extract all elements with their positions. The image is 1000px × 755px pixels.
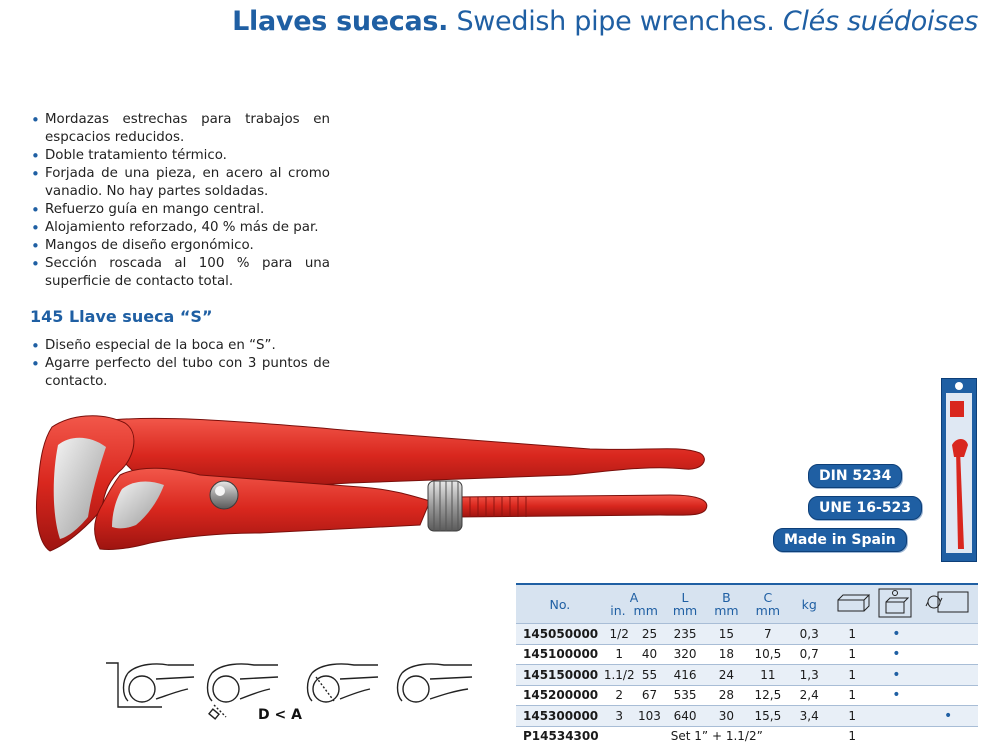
table-row xyxy=(516,685,978,706)
cell-a-in: 1 xyxy=(615,647,624,662)
col-header-a: A in. mm xyxy=(610,590,658,618)
cell-b: 30 xyxy=(718,708,735,723)
cell-kg: 0,7 xyxy=(799,647,819,662)
cell-a-mm: 55 xyxy=(641,667,658,682)
col-header-kg: kg xyxy=(801,596,817,612)
jaw-diagram-3-icon xyxy=(308,664,379,702)
cell-kg: 0,3 xyxy=(799,626,819,641)
cell-pack: • xyxy=(892,646,901,663)
title-en: Swedish pipe wrenches. xyxy=(456,6,775,37)
cell-l: 235 xyxy=(673,626,697,641)
cell-a-in: 1.1/2 xyxy=(603,667,635,682)
cell-l: 416 xyxy=(673,667,697,682)
col-header-box xyxy=(830,584,875,624)
table-row xyxy=(516,644,978,665)
table-row xyxy=(516,706,978,727)
feature-item: • Mangos de diseño ergonómico. xyxy=(30,237,330,255)
jaw-diagram-1-icon xyxy=(106,663,194,707)
cell-a-mm: 67 xyxy=(641,688,658,703)
cell-l: 640 xyxy=(673,708,697,723)
diagram-label: D < A xyxy=(258,707,302,723)
cell-ref: 145100000 xyxy=(523,647,599,662)
packaging-image xyxy=(941,378,977,562)
sub-feature-item: • Agarre perfecto del tubo con 3 puntos de contacto. xyxy=(30,355,330,391)
cell-hang xyxy=(918,726,978,746)
cell-box: 1 xyxy=(848,667,856,682)
col-header-l: L mm xyxy=(672,590,698,618)
cell-a-mm: 25 xyxy=(641,626,658,641)
feature-item: • Sección roscada al 100 % para una superficie de contacto total. xyxy=(30,255,330,291)
product-subheading: 145 Llave sueca “S” xyxy=(30,307,213,326)
wrench-image xyxy=(30,405,720,565)
cell-box: 1 xyxy=(848,626,856,641)
cell-pack: • xyxy=(892,625,901,642)
box-icon xyxy=(834,592,870,614)
cell-box: 1 xyxy=(848,708,856,723)
jaw-diagram-4-icon xyxy=(398,664,473,702)
title-es: Llaves suecas. xyxy=(232,6,449,37)
cell-c: 11 xyxy=(760,667,776,682)
feature-item: • Mordazas estrechas para trabajos en espcacios reducidos. xyxy=(30,111,330,147)
cell-hang: • xyxy=(944,707,953,724)
col-header-pack xyxy=(874,584,918,624)
cell-pack xyxy=(874,726,918,746)
cell-c: 10,5 xyxy=(754,647,782,662)
cell-hang xyxy=(918,665,978,686)
din-standard-badge: DIN 5234 xyxy=(808,464,902,488)
page-title xyxy=(0,6,978,37)
table-row xyxy=(516,665,978,686)
sub-features-list xyxy=(30,337,330,391)
col-header-hang xyxy=(918,584,978,624)
cell-b: 15 xyxy=(718,626,735,641)
features-list xyxy=(30,111,330,291)
cell-c: 7 xyxy=(764,626,772,641)
cell-set-description: Set 1” + 1.1/2” xyxy=(670,729,763,744)
cell-l: 320 xyxy=(673,647,697,662)
cell-pack: • xyxy=(892,666,901,683)
cell-ref: 145200000 xyxy=(523,688,599,703)
cell-b: 28 xyxy=(718,688,735,703)
cell-box: 1 xyxy=(848,729,856,744)
cell-pack: • xyxy=(892,687,901,704)
cell-ref: 145300000 xyxy=(523,708,599,723)
cell-pack xyxy=(874,706,918,727)
cell-a-in: 2 xyxy=(615,688,624,703)
cell-box: 1 xyxy=(848,688,856,703)
table-row xyxy=(516,624,978,645)
feature-item: • Doble tratamiento térmico. xyxy=(30,147,330,165)
table-header-row xyxy=(516,584,978,624)
cell-box: 1 xyxy=(848,647,856,662)
title-fr: Clés suédoises xyxy=(782,6,978,37)
feature-item: • Alojamiento reforzado, 40 % más de par. xyxy=(30,219,330,237)
cell-c: 12,5 xyxy=(754,688,782,703)
col-header-no: No. xyxy=(549,596,571,612)
table-row-set xyxy=(516,726,978,746)
specs-table xyxy=(516,583,978,746)
cell-hang xyxy=(918,624,978,645)
cell-hang xyxy=(918,685,978,706)
cell-a-mm: 103 xyxy=(638,708,661,723)
col-header-c: C mm xyxy=(755,590,781,618)
cell-ref: 145150000 xyxy=(523,667,599,682)
cell-l: 535 xyxy=(673,688,697,703)
cell-a-in: 3 xyxy=(615,708,624,723)
feature-item: • Forjada de una pieza, en acero al cromo vanadio. No hay partes soldadas. xyxy=(30,165,330,201)
sub-feature-item: • Diseño especial de la boca en “S”. xyxy=(30,337,330,355)
feature-item: • Refuerzo guía en mango central. xyxy=(30,201,330,219)
cell-ref: P14534300 xyxy=(523,729,599,744)
cell-b: 24 xyxy=(718,667,735,682)
made-in-badge: Made in Spain xyxy=(773,528,907,552)
cell-b: 18 xyxy=(718,647,735,662)
cell-ref: 145050000 xyxy=(523,626,599,641)
features-block xyxy=(30,111,330,291)
cell-a-mm: 40 xyxy=(641,647,658,662)
cell-c: 15,5 xyxy=(754,708,782,723)
col-header-b: B mm xyxy=(714,590,739,618)
cell-kg: 3,4 xyxy=(799,708,819,723)
cell-a-in: 1/2 xyxy=(609,626,629,641)
une-standard-badge: UNE 16-523 xyxy=(808,496,922,520)
cell-hang xyxy=(918,644,978,665)
cell-kg: 2,4 xyxy=(799,688,819,703)
sub-features-block xyxy=(30,337,330,391)
pack-icon xyxy=(876,586,916,620)
packaged-wrench-icon xyxy=(942,379,976,561)
hang-tag-icon xyxy=(924,588,972,618)
cell-kg: 1,3 xyxy=(799,667,819,682)
